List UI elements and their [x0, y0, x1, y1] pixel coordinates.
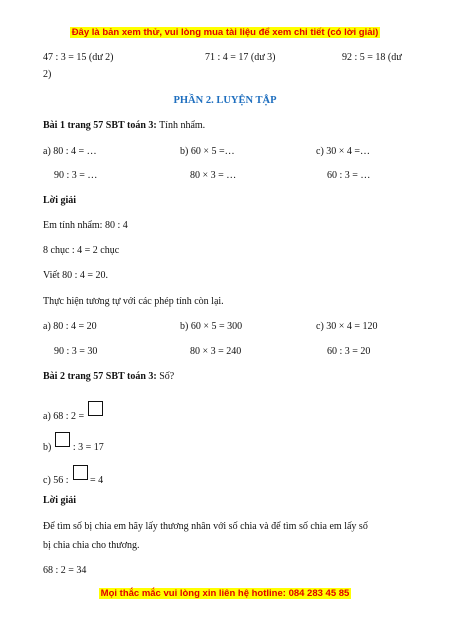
- intro-result-b: 71 : 4 = 17 (dư 3): [205, 52, 276, 63]
- ex1-answer-a2: 90 : 3 = 30: [54, 346, 98, 357]
- ex1-solution-line-2: 8 chục : 4 = 2 chục: [43, 245, 120, 256]
- ex1-prompt: Tính nhẩm.: [159, 120, 206, 131]
- ex2-item-c-suffix: = 4: [90, 475, 104, 486]
- intro-result-c-continued: 2): [43, 69, 52, 80]
- ex2-result: 68 : 2 = 34: [43, 565, 87, 576]
- ex2-item-b-prefix: b): [43, 442, 52, 453]
- ex1-answer-c2: 60 : 3 = 20: [327, 346, 371, 357]
- ex1-q-a1: a) 80 : 4 = …: [43, 146, 97, 157]
- ex2-heading: [43, 371, 174, 382]
- ex1-title: Bài 1 trang 57 SBT toán 3:: [43, 120, 157, 131]
- header-banner-wrap: [0, 27, 450, 38]
- ex2-item-c: [43, 465, 103, 486]
- answer-box[interactable]: [73, 465, 88, 480]
- intro-result-c: 92 : 5 = 18 (dư: [342, 52, 402, 63]
- ex1-q-b2: 80 × 3 = …: [190, 170, 237, 181]
- ex2-prompt: Số?: [159, 371, 175, 382]
- section-title: PHẦN 2. LUYỆN TẬP: [173, 95, 277, 106]
- ex2-item-c-prefix: c) 56 :: [43, 475, 69, 486]
- ex1-heading: [43, 120, 205, 131]
- footer-banner: Mọi thắc mắc vui lòng xin liên hệ hotline: 084 283 45 85: [100, 588, 350, 599]
- header-banner: Đây là bản xem thử, vui lòng mua tài liệu để xem chi tiết (có lời giải): [71, 27, 379, 38]
- ex2-item-b: [43, 432, 104, 453]
- ex1-answer-a1: a) 80 : 4 = 20: [43, 321, 97, 332]
- ex2-title: Bài 2 trang 57 SBT toán 3:: [43, 371, 157, 382]
- ex1-solution-line-4: Thực hiện tương tự với các phép tính còn lại.: [43, 296, 224, 307]
- footer-banner-wrap: [0, 588, 450, 599]
- intro-result-a: 47 : 3 = 15 (dư 2): [43, 52, 114, 63]
- ex2-explanation-line-1: Để tìm số bị chia em hãy lấy thương nhân với số chia và để tìm số chia em lấy số: [43, 521, 368, 532]
- ex2-solution-label: Lời giải: [43, 495, 77, 506]
- ex1-solution-line-1: Em tính nhẩm: 80 : 4: [43, 220, 128, 231]
- ex1-solution-label: Lời giải: [43, 195, 77, 206]
- ex1-q-a2: 90 : 3 = …: [54, 170, 98, 181]
- ex1-answer-c1: c) 30 × 4 = 120: [316, 321, 378, 332]
- ex1-answer-b2: 80 × 3 = 240: [190, 346, 242, 357]
- answer-box[interactable]: [55, 432, 70, 447]
- ex1-answer-b1: b) 60 × 5 = 300: [180, 321, 243, 332]
- ex2-explanation-line-2: bị chia chia cho thương.: [43, 540, 140, 551]
- ex2-item-a: [43, 401, 103, 422]
- ex2-item-b-suffix: : 3 = 17: [72, 442, 104, 453]
- ex1-q-c2: 60 : 3 = …: [327, 170, 371, 181]
- answer-box[interactable]: [88, 401, 103, 416]
- ex1-q-c1: c) 30 × 4 =…: [316, 146, 371, 157]
- ex2-item-a-text: a) 68 : 2 =: [43, 411, 85, 422]
- ex1-solution-line-3: Viết 80 : 4 = 20.: [43, 270, 109, 281]
- ex1-q-b1: b) 60 × 5 =…: [180, 146, 235, 157]
